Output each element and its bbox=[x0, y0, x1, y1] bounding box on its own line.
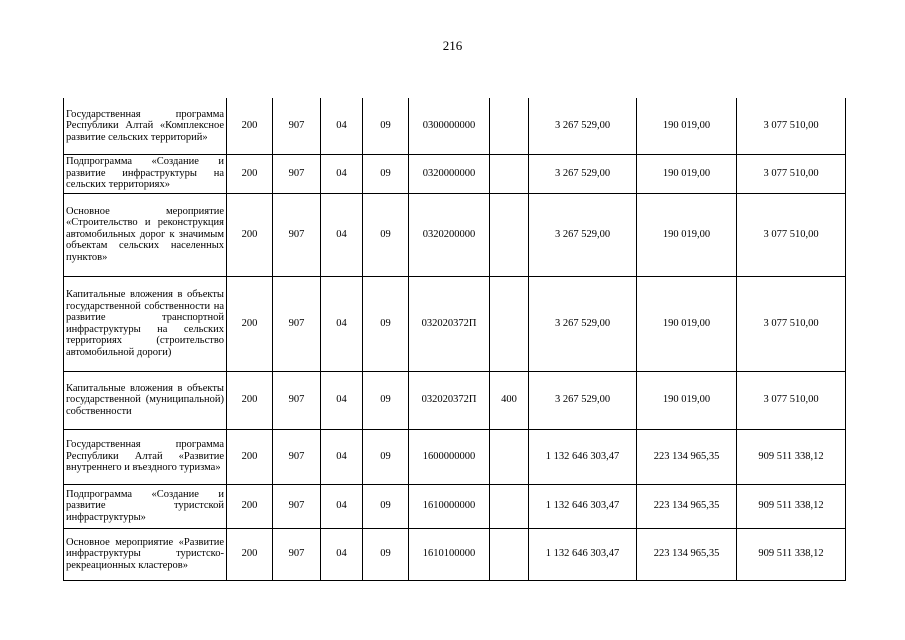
amount-total-cell: 3 267 529,00 bbox=[529, 371, 637, 429]
amount-regional-cell: 3 077 510,00 bbox=[737, 193, 846, 276]
amount-federal-cell: 190 019,00 bbox=[637, 98, 737, 154]
table-row bbox=[64, 371, 846, 429]
subsection-cell: 09 bbox=[363, 371, 409, 429]
ministry-cell: 907 bbox=[273, 276, 321, 371]
target-code-cell: 0320200000 bbox=[409, 193, 490, 276]
amount-total-cell: 3 267 529,00 bbox=[529, 193, 637, 276]
page-number: 216 bbox=[442, 38, 463, 53]
table-row bbox=[64, 276, 846, 371]
row-name-cell: Капитальные вложения в объекты государственной собственности на развитие транспортной инфраструктуры на сельских территориях (строительство автомобильной дороги) bbox=[64, 276, 227, 371]
subsection-cell: 09 bbox=[363, 154, 409, 193]
chapter-cell: 04 bbox=[321, 98, 363, 154]
amount-regional-cell: 3 077 510,00 bbox=[737, 98, 846, 154]
table-row bbox=[64, 154, 846, 193]
amount-federal-cell: 190 019,00 bbox=[637, 154, 737, 193]
chapter-cell: 04 bbox=[321, 193, 363, 276]
amount-federal-cell: 223 134 965,35 bbox=[637, 484, 737, 528]
target-code-cell: 0320000000 bbox=[409, 154, 490, 193]
ministry-cell: 907 bbox=[273, 154, 321, 193]
row-name-cell: Капитальные вложения в объекты государственной (муниципальной) собственности bbox=[64, 371, 227, 429]
row-name-cell: Подпрограмма «Создание и развитие инфраструктуры на сельских территориях» bbox=[64, 154, 227, 193]
amount-federal-cell: 223 134 965,35 bbox=[637, 429, 737, 484]
subsection-cell: 09 bbox=[363, 429, 409, 484]
chapter-cell: 04 bbox=[321, 276, 363, 371]
amount-federal-cell: 190 019,00 bbox=[637, 371, 737, 429]
row-name-cell: Основное мероприятие «Развитие инфраструктуры туристско-рекреационных кластеров» bbox=[64, 528, 227, 580]
ministry-cell: 907 bbox=[273, 98, 321, 154]
amount-federal-cell: 223 134 965,35 bbox=[637, 528, 737, 580]
subsection-cell: 09 bbox=[363, 276, 409, 371]
table-row bbox=[64, 528, 846, 580]
row-name-cell: Основное мероприятие «Строительство и реконструкция автомобильных дорог к значимым объектам сельских населенных пунктов» bbox=[64, 193, 227, 276]
amount-total-cell: 1 132 646 303,47 bbox=[529, 528, 637, 580]
section-cell: 200 bbox=[227, 371, 273, 429]
row-name-cell: Подпрограмма «Создание и развитие туристской инфраструктуры» bbox=[64, 484, 227, 528]
amount-total-cell: 3 267 529,00 bbox=[529, 154, 637, 193]
target-code-cell: 032020372П bbox=[409, 276, 490, 371]
ministry-cell: 907 bbox=[273, 484, 321, 528]
amount-federal-cell: 190 019,00 bbox=[637, 276, 737, 371]
budget-table bbox=[63, 98, 846, 581]
chapter-cell: 04 bbox=[321, 429, 363, 484]
ministry-cell: 907 bbox=[273, 193, 321, 276]
target-code-cell: 1610100000 bbox=[409, 528, 490, 580]
subsection-cell: 09 bbox=[363, 98, 409, 154]
amount-total-cell: 1 132 646 303,47 bbox=[529, 484, 637, 528]
chapter-cell: 04 bbox=[321, 528, 363, 580]
expense-type-cell bbox=[490, 276, 529, 371]
amount-regional-cell: 3 077 510,00 bbox=[737, 371, 846, 429]
subsection-cell: 09 bbox=[363, 193, 409, 276]
amount-total-cell: 3 267 529,00 bbox=[529, 276, 637, 371]
amount-federal-cell: 190 019,00 bbox=[637, 193, 737, 276]
target-code-cell: 1610000000 bbox=[409, 484, 490, 528]
amount-regional-cell: 3 077 510,00 bbox=[737, 276, 846, 371]
section-cell: 200 bbox=[227, 528, 273, 580]
expense-type-cell bbox=[490, 484, 529, 528]
target-code-cell: 1600000000 bbox=[409, 429, 490, 484]
expense-type-cell bbox=[490, 429, 529, 484]
section-cell: 200 bbox=[227, 98, 273, 154]
subsection-cell: 09 bbox=[363, 484, 409, 528]
amount-regional-cell: 909 511 338,12 bbox=[737, 429, 846, 484]
amount-regional-cell: 909 511 338,12 bbox=[737, 528, 846, 580]
ministry-cell: 907 bbox=[273, 429, 321, 484]
ministry-cell: 907 bbox=[273, 371, 321, 429]
chapter-cell: 04 bbox=[321, 154, 363, 193]
amount-regional-cell: 909 511 338,12 bbox=[737, 484, 846, 528]
section-cell: 200 bbox=[227, 154, 273, 193]
expense-type-cell bbox=[490, 98, 529, 154]
section-cell: 200 bbox=[227, 193, 273, 276]
chapter-cell: 04 bbox=[321, 371, 363, 429]
table-row bbox=[64, 193, 846, 276]
subsection-cell: 09 bbox=[363, 528, 409, 580]
table-row bbox=[64, 429, 846, 484]
expense-type-cell bbox=[490, 193, 529, 276]
ministry-cell: 907 bbox=[273, 528, 321, 580]
row-name-cell: Государственная программа Республики Алтай «Развитие внутреннего и въездного туризма» bbox=[64, 429, 227, 484]
row-name-cell: Государственная программа Республики Алтай «Комплексное развитие сельских территорий» bbox=[64, 98, 227, 154]
expense-type-cell bbox=[490, 154, 529, 193]
expense-type-cell bbox=[490, 528, 529, 580]
section-cell: 200 bbox=[227, 276, 273, 371]
chapter-cell: 04 bbox=[321, 484, 363, 528]
expense-type-cell: 400 bbox=[490, 371, 529, 429]
section-cell: 200 bbox=[227, 484, 273, 528]
section-cell: 200 bbox=[227, 429, 273, 484]
table-body bbox=[64, 98, 846, 580]
amount-total-cell: 1 132 646 303,47 bbox=[529, 429, 637, 484]
amount-regional-cell: 3 077 510,00 bbox=[737, 154, 846, 193]
amount-total-cell: 3 267 529,00 bbox=[529, 98, 637, 154]
table-row bbox=[64, 98, 846, 154]
target-code-cell: 0300000000 bbox=[409, 98, 490, 154]
target-code-cell: 032020372П bbox=[409, 371, 490, 429]
table-row bbox=[64, 484, 846, 528]
